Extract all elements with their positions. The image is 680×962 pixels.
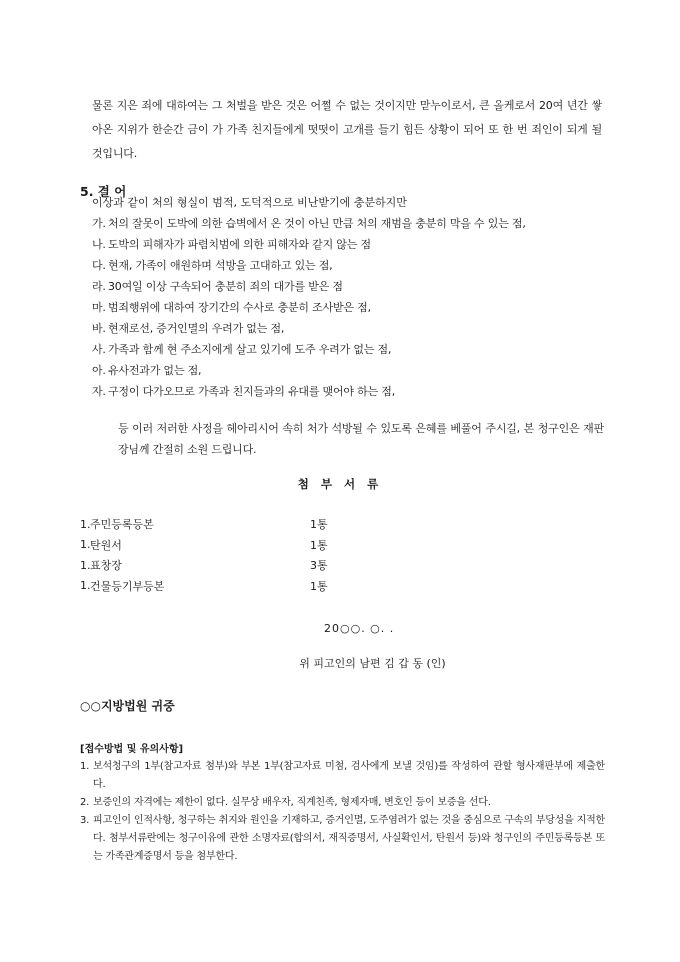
list-item — [92, 255, 604, 276]
attachment-count: 3통 — [310, 559, 328, 573]
item-marker: 바. — [92, 322, 106, 335]
attachment-number: 1. — [80, 517, 91, 531]
closing-paragraph: 등 이러 저러한 사정을 헤아리시어 속히 처가 석방될 수 있도록 은혜를 베풀어 주시길, 본 청구인은 재판장님께 간절히 소원 드립니다. — [118, 422, 604, 456]
list-item — [92, 360, 604, 381]
list-item — [92, 339, 604, 360]
attachments-title: 첨 부 서 류 — [297, 477, 383, 491]
item-marker: 나. — [92, 238, 106, 251]
item-marker: 마. — [92, 301, 106, 314]
item-marker: 아. — [92, 364, 106, 377]
attachment-number: 1. — [80, 538, 91, 552]
attachment-number: 1. — [80, 579, 91, 593]
list-item — [92, 318, 604, 339]
attachment-row — [80, 514, 328, 535]
court-addressee: ○○지방법원 귀중 — [80, 699, 175, 713]
attachment-row — [80, 555, 328, 576]
note-text: 보증인의 자격에는 제한이 없다. 실무상 배우자, 직계친족, 형제자매, 변호인 등이 보증을 선다. — [93, 797, 491, 808]
item-text: 처의 잘못이 도박에 의한 습벽에서 온 것이 아닌 만큼 처의 재범을 충분히 막을 수 있는 점, — [108, 217, 526, 230]
signer-line: 위 피고인의 남편 김 갑 동 (인) — [299, 657, 446, 670]
list-item — [92, 213, 604, 234]
conclusion-list — [92, 213, 604, 402]
list-item — [92, 276, 604, 297]
document-date: 20○○. ○. . — [324, 622, 395, 635]
note-marker: 3. — [80, 815, 90, 826]
item-marker: 가. — [92, 217, 106, 230]
list-item — [92, 234, 604, 255]
note-text: 보석청구의 1부(참고자료 첨부)와 부본 1부(참고자료 미첨, 검사에게 보낼 것임)를 작성하여 관할 형사재판부에 제출한다. — [93, 761, 605, 790]
item-text: 도박의 피해자가 파렴치범에 의한 피해자와 같지 않는 점 — [108, 238, 371, 251]
item-text: 현재로선, 증거인멸의 우려가 없는 점, — [108, 322, 285, 335]
continuation-paragraph: 물론 지은 죄에 대하여는 그 처벌을 받은 것은 어쩔 수 없는 것이지만 맏누이로서, 큰 올케로서 20여 년간 쌓아온 지위가 한순간 금이 가 가족 친지들에게 떳떳이 고개를 들기 힘든 상황이 되어 또 한 번 죄인이 되게 될 것입니다. — [92, 99, 602, 160]
note-marker: 1. — [80, 761, 90, 772]
item-marker: 사. — [92, 343, 106, 356]
note-item — [80, 812, 605, 866]
note-item — [80, 794, 605, 812]
attachment-number: 1. — [80, 558, 91, 572]
item-text: 구정이 다가오므로 가족과 친지들과의 유대를 맺어야 하는 점, — [108, 385, 396, 398]
attachments-list — [80, 514, 328, 596]
conclusion-intro: 이상과 같이 처의 형실이 범적, 도덕적으로 비난받기에 충분하지만 — [92, 196, 407, 209]
attachment-name: 표창장 — [90, 559, 122, 573]
notes-heading: [접수방법 및 유의사항] — [80, 744, 184, 755]
note-item — [80, 758, 605, 794]
item-text: 현재, 가족이 애원하며 석방을 고대하고 있는 점, — [108, 259, 333, 272]
item-marker: 라. — [92, 280, 106, 293]
item-text: 가족과 함께 현 주소지에게 살고 있기에 도주 우려가 없는 점, — [108, 343, 392, 356]
attachment-name: 주민등록등본 — [90, 518, 154, 532]
attachment-name: 건물등기부등본 — [90, 579, 165, 593]
item-text: 범죄행위에 대하여 장기간의 수사로 충분히 조사받은 점, — [108, 301, 371, 314]
note-text: 피고인이 인적사항, 청구하는 취지와 원인을 기재하고, 증거인멸, 도주염려가 없는 것을 중심으로 구속의 부당성을 지적한다. 첨부서류란에는 청구이유에 관한 소명자료(합의서, 재직증명서, 사실확인서, 탄원서 등)와 청구인의 주민등록등본 또는 가족관계증명서 등을 첨부한다. — [93, 815, 605, 862]
attachment-name: 탄원서 — [90, 538, 122, 552]
item-text: 30여일 이상 구속되어 충분히 죄의 대가를 받은 점 — [108, 280, 343, 293]
item-text: 유사전과가 없는 점, — [108, 364, 202, 377]
attachment-count: 1통 — [310, 538, 328, 552]
attachment-row — [80, 535, 328, 556]
note-marker: 2. — [80, 797, 90, 808]
item-marker: 다. — [92, 259, 106, 272]
conclusion-heading: 5. 결 어 — [80, 184, 127, 199]
notes-list — [80, 758, 605, 866]
attachment-count: 1통 — [310, 518, 328, 532]
attachment-row — [80, 576, 328, 597]
item-marker: 자. — [92, 385, 106, 398]
attachment-count: 1통 — [310, 579, 328, 593]
list-item — [92, 297, 604, 318]
list-item — [92, 381, 604, 402]
